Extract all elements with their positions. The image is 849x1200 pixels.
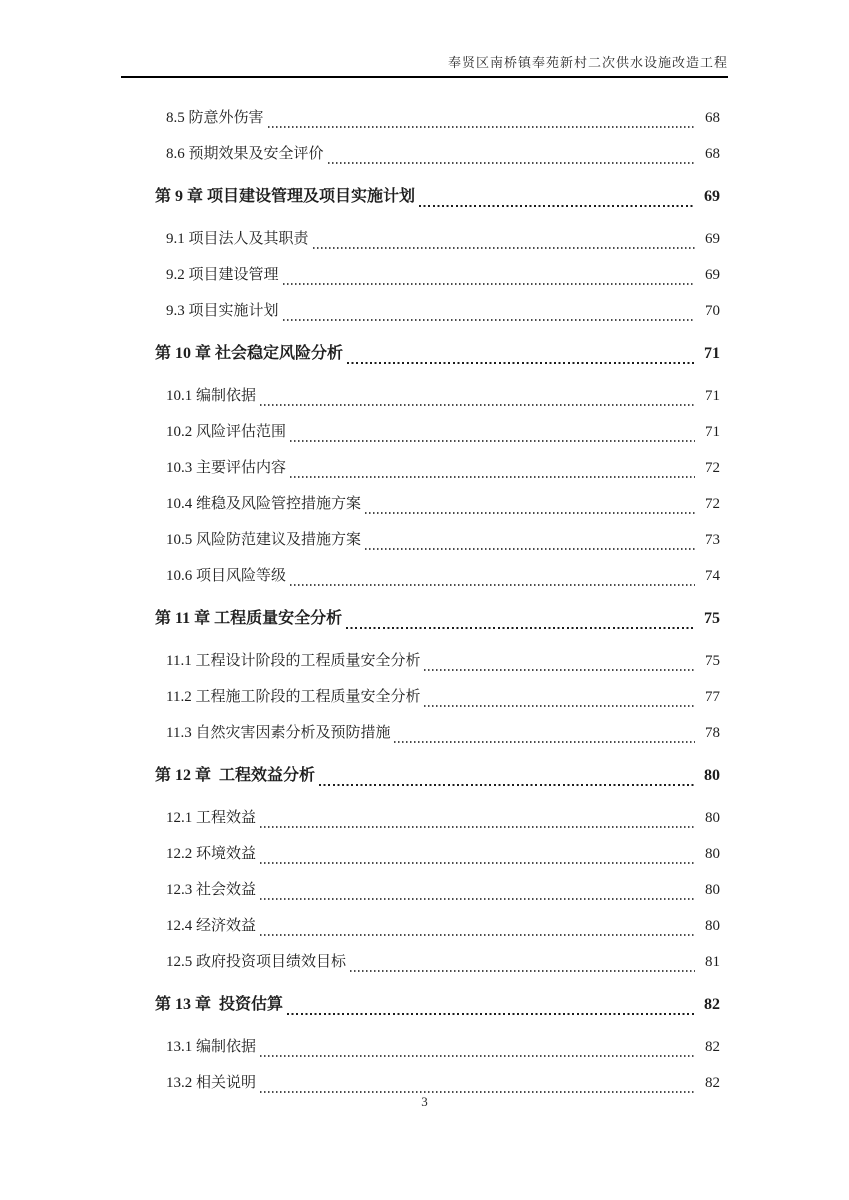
toc-sub-entry	[121, 100, 728, 136]
dot-leader	[283, 283, 695, 285]
dot-leader	[290, 440, 695, 442]
toc-entry-title: 10.4 维稳及风险管控措施方案	[166, 496, 362, 512]
toc-entry-page: 80	[705, 918, 720, 934]
toc-entry-page: 69	[704, 188, 720, 205]
toc-sub-entry	[121, 522, 728, 558]
dot-leader	[268, 126, 695, 128]
toc-entry-page: 71	[705, 424, 720, 440]
toc-entry-title: 第 10 章 社会稳定风险分析	[155, 345, 344, 362]
toc-entry-page: 70	[705, 303, 720, 319]
dot-leader	[350, 970, 695, 972]
dot-leader	[260, 1055, 695, 1057]
toc-entry-title: 第 13 章 投资估算	[155, 996, 284, 1013]
toc-entry-title: 10.6 项目风险等级	[166, 568, 287, 584]
dot-leader	[319, 784, 695, 786]
dot-leader	[365, 512, 695, 514]
dot-leader	[260, 1091, 695, 1093]
dot-leader	[287, 1013, 695, 1015]
dot-leader	[290, 476, 695, 478]
toc-entry-title: 9.1 项目法人及其职责	[166, 231, 309, 247]
dot-leader	[313, 247, 695, 249]
toc-entry-page: 74	[705, 568, 720, 584]
toc-entry-title: 8.5 防意外伤害	[166, 110, 264, 126]
toc-entry-page: 71	[704, 345, 720, 362]
toc-entry-page: 73	[705, 532, 720, 548]
toc-sub-entry	[121, 643, 728, 679]
toc-entry-title: 第 12 章 工程效益分析	[155, 767, 316, 784]
dot-leader	[260, 862, 695, 864]
toc-entry-page: 71	[705, 388, 720, 404]
dot-leader	[260, 898, 695, 900]
toc-sub-entry	[121, 221, 728, 257]
toc-entry-page: 75	[704, 610, 720, 627]
toc-entry-page: 82	[705, 1039, 720, 1055]
page-footer	[0, 1094, 849, 1110]
toc-entry-title: 10.5 风险防范建议及措施方案	[166, 532, 362, 548]
toc-sub-entry	[121, 257, 728, 293]
running-header-title: 奉贤区南桥镇奉苑新村二次供水设施改造工程	[447, 55, 728, 70]
dot-leader	[283, 319, 695, 321]
toc-entry-title: 9.2 项目建设管理	[166, 267, 279, 283]
toc-entry-page: 80	[704, 767, 720, 784]
toc-entry-page: 77	[705, 689, 720, 705]
toc-entry-title: 第 9 章 项目建设管理及项目实施计划	[155, 188, 416, 205]
dot-leader	[365, 548, 695, 550]
footer-page-number: 3	[421, 1094, 428, 1109]
dot-leader	[328, 162, 695, 164]
dot-leader	[346, 627, 695, 629]
toc-entry-title: 12.5 政府投资项目绩效目标	[166, 954, 347, 970]
toc-entry-page: 80	[705, 846, 720, 862]
toc-sub-entry	[121, 378, 728, 414]
toc-sub-entry	[121, 486, 728, 522]
toc-sub-entry	[121, 908, 728, 944]
toc-entry-title: 12.4 经济效益	[166, 918, 257, 934]
toc-entry-title: 10.2 风险评估范围	[166, 424, 287, 440]
toc-entry-title: 11.1 工程设计阶段的工程质量安全分析	[166, 653, 421, 669]
toc-entry-title: 10.3 主要评估内容	[166, 460, 287, 476]
toc-entry-page: 80	[705, 810, 720, 826]
toc-entry-page: 82	[705, 1075, 720, 1091]
toc-entry-title: 12.1 工程效益	[166, 810, 257, 826]
toc-entry-title: 12.3 社会效益	[166, 882, 257, 898]
toc-entry-page: 69	[705, 231, 720, 247]
toc-entry-page: 72	[705, 460, 720, 476]
toc-chapter-entry	[121, 758, 728, 794]
toc-entry-title: 13.2 相关说明	[166, 1075, 257, 1091]
toc-chapter-entry	[121, 601, 728, 637]
toc-chapter-entry	[121, 179, 728, 215]
toc-sub-entry	[121, 872, 728, 908]
toc-sub-entry	[121, 136, 728, 172]
dot-leader	[394, 741, 695, 743]
running-header	[121, 52, 728, 78]
toc-sub-entry	[121, 800, 728, 836]
toc-entry-page: 72	[705, 496, 720, 512]
toc-chapter-entry	[121, 336, 728, 372]
toc-entry-title: 13.1 编制依据	[166, 1039, 257, 1055]
toc-chapter-entry	[121, 987, 728, 1023]
dot-leader	[290, 584, 695, 586]
toc-entry-page: 82	[704, 996, 720, 1013]
toc-sub-entry	[121, 944, 728, 980]
dot-leader	[260, 826, 695, 828]
toc-entry-title: 11.3 自然灾害因素分析及预防措施	[166, 725, 391, 741]
toc-sub-entry	[121, 293, 728, 329]
toc-sub-entry	[121, 715, 728, 751]
dot-leader	[347, 362, 695, 364]
toc-entry-title: 10.1 编制依据	[166, 388, 257, 404]
toc-entry-page: 81	[705, 954, 720, 970]
toc-entry-page: 75	[705, 653, 720, 669]
toc-entry-page: 78	[705, 725, 720, 741]
toc-entry-title: 第 11 章 工程质量安全分析	[155, 610, 343, 627]
dot-leader	[419, 205, 695, 207]
toc-sub-entry	[121, 558, 728, 594]
toc-list	[121, 100, 728, 1101]
toc-sub-entry	[121, 1029, 728, 1065]
toc-sub-entry	[121, 414, 728, 450]
toc-sub-entry	[121, 836, 728, 872]
toc-entry-title: 8.6 预期效果及安全评价	[166, 146, 324, 162]
dot-leader	[260, 934, 695, 936]
toc-entry-title: 12.2 环境效益	[166, 846, 257, 862]
toc-entry-page: 80	[705, 882, 720, 898]
toc-sub-entry	[121, 679, 728, 715]
dot-leader	[424, 669, 695, 671]
toc-sub-entry	[121, 450, 728, 486]
toc-entry-title: 11.2 工程施工阶段的工程质量安全分析	[166, 689, 421, 705]
toc-entry-page: 68	[705, 146, 720, 162]
toc-entry-title: 9.3 项目实施计划	[166, 303, 279, 319]
toc-entry-page: 68	[705, 110, 720, 126]
dot-leader	[260, 404, 695, 406]
dot-leader	[424, 705, 695, 707]
toc-entry-page: 69	[705, 267, 720, 283]
